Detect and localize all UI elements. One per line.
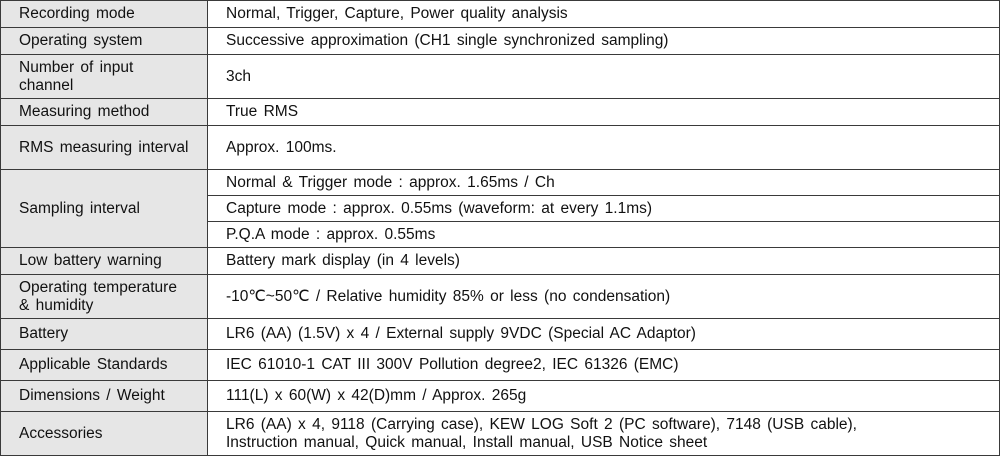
spec-value: Normal & Trigger mode : approx. 1.65ms / Ch xyxy=(208,170,1000,196)
spec-label: Recording mode xyxy=(1,1,208,28)
spec-label: Operating temperature & humidity xyxy=(1,275,208,319)
accessories-line-2: Instruction manual, Quick manual, Install manual, USB Notice sheet xyxy=(226,433,708,451)
spec-label: Dimensions / Weight xyxy=(1,381,208,412)
spec-row-standards xyxy=(1,350,1000,381)
spec-row-recording-mode xyxy=(1,1,1000,28)
spec-value: Normal, Trigger, Capture, Power quality analysis xyxy=(208,1,1000,28)
spec-row-sampling-interval xyxy=(1,170,1000,196)
spec-row-measuring-method xyxy=(1,99,1000,126)
spec-label: Measuring method xyxy=(1,99,208,126)
spec-label: Battery xyxy=(1,319,208,350)
spec-row-input-channels xyxy=(1,55,1000,99)
spec-value: IEC 61010-1 CAT III 300V Pollution degree2, IEC 61326 (EMC) xyxy=(208,350,1000,381)
spec-value: LR6 (AA) (1.5V) x 4 / External supply 9VDC (Special AC Adaptor) xyxy=(208,319,1000,350)
spec-row-accessories xyxy=(1,412,1000,456)
accessories-line-1: LR6 (AA) x 4, 9118 (Carrying case), KEW LOG Soft 2 (PC software), 7148 (USB cable), xyxy=(226,415,857,433)
spec-label: Number of input channel xyxy=(1,55,208,99)
spec-value: 3ch xyxy=(208,55,1000,99)
spec-label: Operating system xyxy=(1,28,208,55)
spec-row-operating-system xyxy=(1,28,1000,55)
spec-label: Sampling interval xyxy=(1,170,208,248)
spec-value: 111(L) x 60(W) x 42(D)mm / Approx. 265g xyxy=(208,381,1000,412)
spec-value: -10℃~50℃ / Relative humidity 85% or less (no condensation) xyxy=(208,275,1000,319)
spec-row-operating-temperature xyxy=(1,275,1000,319)
spec-row-low-battery xyxy=(1,248,1000,275)
spec-label: RMS measuring interval xyxy=(1,126,208,170)
spec-value: P.Q.A mode : approx. 0.55ms xyxy=(208,222,1000,248)
spec-label: Low battery warning xyxy=(1,248,208,275)
spec-row-rms-interval xyxy=(1,126,1000,170)
spec-value: Approx. 100ms. xyxy=(208,126,1000,170)
spec-row-dimensions xyxy=(1,381,1000,412)
spec-value: Battery mark display (in 4 levels) xyxy=(208,248,1000,275)
spec-value: Capture mode : approx. 0.55ms (waveform: at every 1.1ms) xyxy=(208,196,1000,222)
spec-row-battery xyxy=(1,319,1000,350)
spec-value-multiline xyxy=(208,412,1000,456)
spec-label: Applicable Standards xyxy=(1,350,208,381)
spec-label: Accessories xyxy=(1,412,208,456)
spec-value: Successive approximation (CH1 single synchronized sampling) xyxy=(208,28,1000,55)
spec-value: True RMS xyxy=(208,99,1000,126)
